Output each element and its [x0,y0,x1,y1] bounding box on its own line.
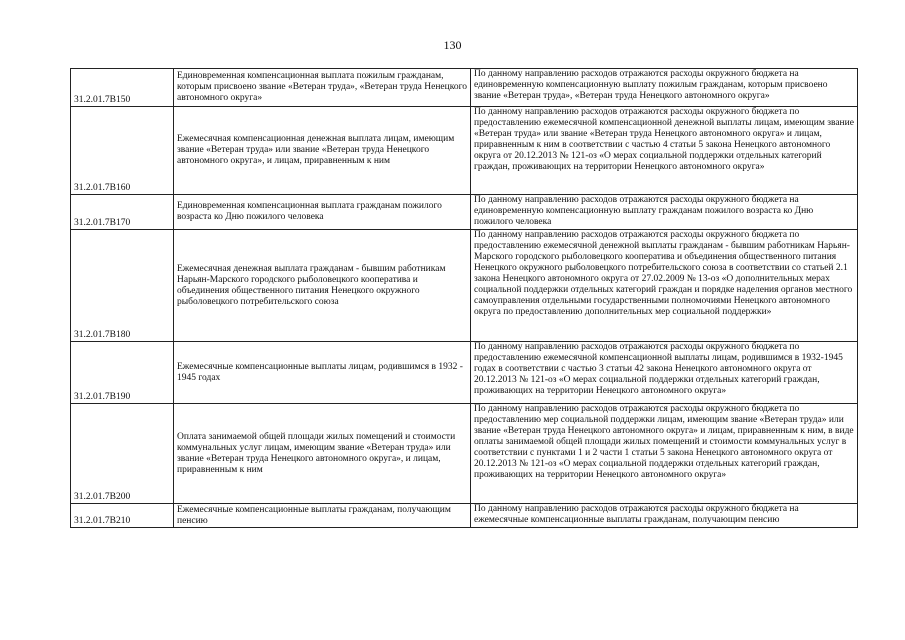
table-row [71,504,858,528]
expense-description: По данному направлению расходов отражаются расходы окружного бюджета на единовременную компенсационную выплату пожилым гражданам, которым присвоено звание «Ветеран труда», «Ветеран труда Ненецкого автономного округа» [471,69,858,107]
expense-name: Оплата занимаемой общей площади жилых помещений и стоимости коммунальных услуг лицам, имеющим звание «Ветеран труда» или звание «Ветеран труда Ненецкого автономного округа», и лицам, приравненным к ним [174,404,471,504]
expense-name: Единовременная компенсационная выплата гражданам пожилого возраста ко Дню пожилого человека [174,195,471,230]
expense-code: 31.2.01.7В160 [71,107,174,195]
expense-name: Ежемесячные компенсационные выплаты гражданам, получающим пенсию [174,504,471,528]
budget-classification-table [70,68,858,528]
table-row [71,404,858,504]
table-row [71,230,858,342]
expense-code: 31.2.01.7В180 [71,230,174,342]
table-row [71,342,858,404]
expense-description: По данному направлению расходов отражаются расходы окружного бюджета по предоставлению ежемесячной компенсационной денежной выплаты лицам, имеющим звание «Ветеран труда» или звание «Ветеран труда Ненецкого автономного округа» и лицам, приравненным к ним в соответствии с частью 4 статьи 5 закона Ненецкого автономного округа от 20.12.2013 № 121-оз «О мерах социальной поддержки отдельных категорий граждан, проживающих на территории Ненецкого автономного округа» [471,107,858,195]
expense-name: Ежемесячные компенсационные выплаты лицам, родившимся в 1932 - 1945 годах [174,342,471,404]
expense-code: 31.2.01.7В150 [71,69,174,107]
table-row [71,107,858,195]
expense-name: Единовременная компенсационная выплата пожилым гражданам, которым присвоено звание «Ветеран труда», «Ветеран труда Ненецкого автономного округа» [174,69,471,107]
expense-description: По данному направлению расходов отражаются расходы окружного бюджета по предоставлению мер социальной поддержки лицам, имеющим звание «Ветеран труда» или звание «Ветеран труда Ненецкого автономного округа» и лицам, приравненным к ним, в виде оплаты занимаемой общей площади жилых помещений и стоимости коммунальных услуг в соответствии с пунктами 1 и 2 части 1 статьи 5 закона Ненецкого автономного округа от 20.12.2013 № 121-оз «О мерах социальной поддержки отдельных категорий граждан, проживающих на территории Ненецкого автономного округа» [471,404,858,504]
expense-description: По данному направлению расходов отражаются расходы окружного бюджета на единовременную компенсационную выплату гражданам пожилого возраста ко Дню пожилого человека [471,195,858,230]
expense-description: По данному направлению расходов отражаются расходы окружного бюджета по предоставлению ежемесячной компенсационной выплаты лицам, родившимся в 1932-1945 годах в соответствии с частью 3 статьи 42 закона Ненецкого автономного округа от 20.12.2013 № 121-оз «О мерах социальной поддержки отдельных категорий граждан, проживающих на территории Ненецкого автономного округа» [471,342,858,404]
table-row [71,69,858,107]
expense-code: 31.2.01.7В200 [71,404,174,504]
expense-code: 31.2.01.7В170 [71,195,174,230]
table-row [71,195,858,230]
expense-description: По данному направлению расходов отражаются расходы окружного бюджета на ежемесячные компенсационные выплаты гражданам, получающим пенсию [471,504,858,528]
expense-name: Ежемесячная денежная выплата гражданам - бывшим работникам Нарьян-Марского городского рыболовецкого кооператива и объединения общественного питания Ненецкого окружного рыболовецкого потребительского союза [174,230,471,342]
expense-description: По данному направлению расходов отражаются расходы окружного бюджета по предоставлению ежемесячной денежной выплаты гражданам - бывшим работникам Нарьян-Марского городского рыболовецкого кооператива и объединения общественного питания Ненецкого окружного рыболовецкого потребительского союза в соответствии со статьей 2.1 закона Ненецкого автономного округа от 27.02.2009 № 13-оз «О дополнительных мерах социальной поддержки отдельных категорий граждан и порядке наделения органов местного самоуправления отдельными государственными полномочиями Ненецкого автономного округа по предоставлению дополнительных мер социальной поддержки» [471,230,858,342]
expense-code: 31.2.01.7В210 [71,504,174,528]
expense-name: Ежемесячная компенсационная денежная выплата лицам, имеющим звание «Ветеран труда» или звание «Ветеран труда Ненецкого автономного округа», и лицам, приравненным к ним [174,107,471,195]
page-number: 130 [443,38,462,52]
expense-code: 31.2.01.7В190 [71,342,174,404]
